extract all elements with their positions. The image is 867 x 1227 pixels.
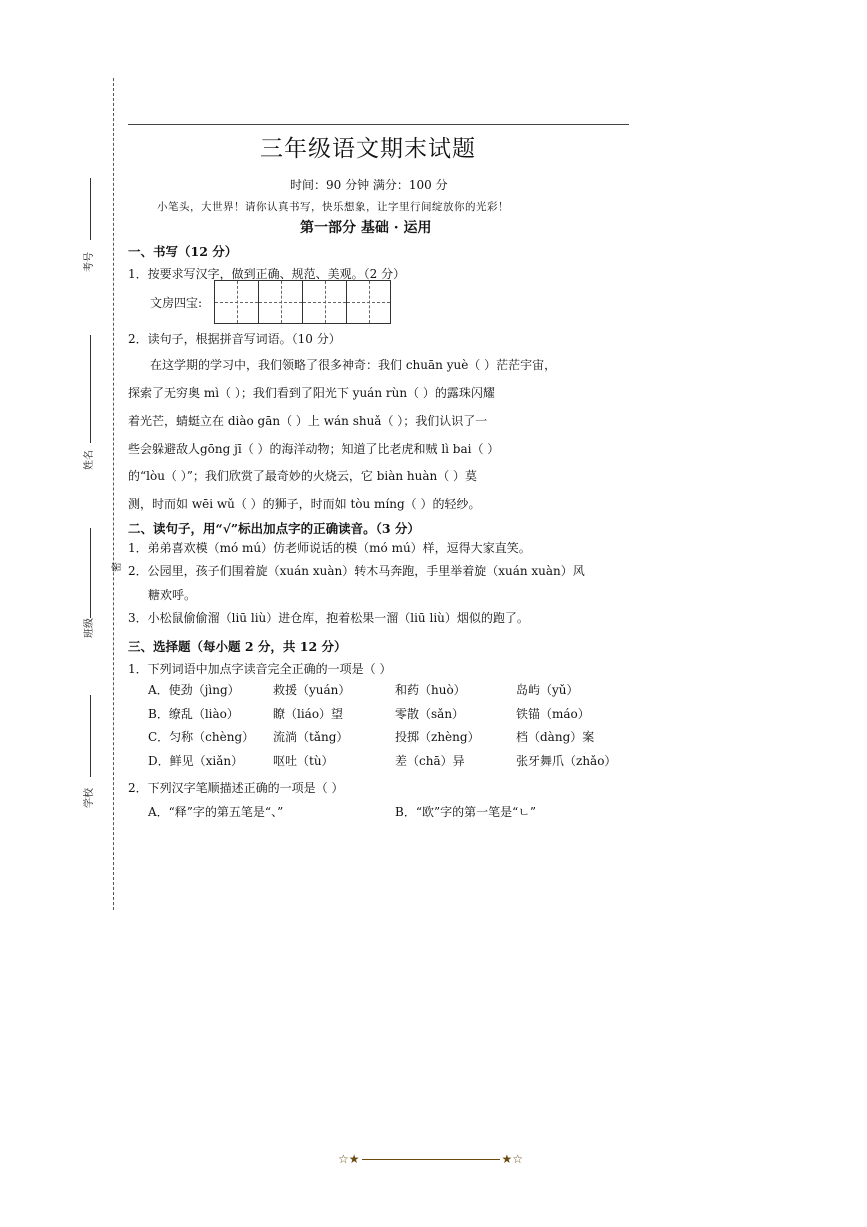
banji-label: 班级 xyxy=(84,618,95,638)
section3-heading: 三、选择题（每小题 2 分，共 12 分） xyxy=(128,639,347,654)
tianzige-cell[interactable] xyxy=(346,280,391,324)
option-b-4: 铁锚（máo） xyxy=(516,707,590,721)
s3-q2: 2．下列汉字笔顺描述正确的一项是（ ） xyxy=(128,781,344,795)
tianzige-cell[interactable] xyxy=(214,280,259,324)
s1-q1-label: 文房四宝: xyxy=(150,296,203,310)
option-d-2: 呕吐（tù） xyxy=(273,754,334,768)
kaohao-label: 考号 xyxy=(84,252,95,272)
seal-mark-mi: 密 xyxy=(112,562,123,572)
motto: 小笔头，大世界！请你认真书写，快乐想象，让字里行间绽放你的光彩！ xyxy=(157,201,509,213)
tianzige-cell[interactable] xyxy=(302,280,347,324)
s3-q2-option-a[interactable]: A．“释”字的第五笔是“、” xyxy=(148,805,284,819)
s3-q2-option-b[interactable]: B．“欧”字的第一笔是“ㄴ” xyxy=(395,805,536,819)
option-d-1[interactable]: D．鲜见（xiǎn） xyxy=(148,754,244,768)
s1-q2: 2．读句子，根据拼音写词语。（10 分） xyxy=(128,332,341,346)
option-a-1[interactable]: A．使劲（jìng） xyxy=(148,683,240,697)
s1-line: 着光芒，蜻蜓立在 diào gān（ ）上 wán shuǎ（ ）；我们认识了一 xyxy=(128,414,488,428)
option-d-3: 差（chā）异 xyxy=(395,754,465,768)
option-a-3: 和药（huò） xyxy=(395,683,466,697)
top-rule xyxy=(128,124,629,125)
writing-grid[interactable] xyxy=(214,280,390,324)
exam-time: 时间：90 分钟 满分：100 分 xyxy=(290,178,448,192)
binding-dashed-line xyxy=(113,78,114,910)
footer-stars-left: ☆★ xyxy=(338,1152,360,1166)
option-a-4: 岛屿（yǔ） xyxy=(516,683,579,697)
option-b-3: 零散（sǎn） xyxy=(395,707,465,721)
option-c-3: 投掷（zhèng） xyxy=(395,730,480,744)
footer-stars-right: ★☆ xyxy=(501,1152,524,1166)
s3-q1: 1．下列词语中加点字读音完全正确的一项是（ ） xyxy=(128,662,392,676)
footer-ornament xyxy=(338,1152,523,1166)
s2-q2-cont: 糖欢呼。 xyxy=(148,588,197,602)
kaohao-write-line xyxy=(90,178,91,240)
option-a-2: 救援（yuán） xyxy=(273,683,351,697)
s1-line: 探索了无穷奥 mì（ ）；我们看到了阳光下 yuán rùn（ ）的露珠闪耀 xyxy=(128,386,495,400)
xuexiao-write-line xyxy=(90,695,91,777)
banji-write-line xyxy=(90,528,91,618)
s2-q1: 1．弟弟喜欢模（mó mú）仿老师说话的模（mó mú）样，逗得大家直笑。 xyxy=(128,541,531,555)
option-c-1[interactable]: C．匀称（chèng） xyxy=(148,730,255,744)
xingming-write-line xyxy=(90,335,91,443)
xingming-label: 姓名 xyxy=(84,450,95,470)
s1-q1: 1．按要求写汉字，做到正确、规范、美观。（2 分） xyxy=(128,267,406,281)
s1-line: 的“lòu（ ）”；我们欣赏了最奇妙的火烧云，它 biàn huàn（ ）莫 xyxy=(128,469,478,483)
s1-line: 测，时而如 wēi wǔ（ ）的狮子，时而如 tòu míng（ ）的轻纱。 xyxy=(128,497,481,511)
option-c-2: 流淌（tǎng） xyxy=(273,730,349,744)
section2-heading: 二、读句子，用“√”标出加点字的正确读音。（3 分） xyxy=(128,521,420,536)
xuexiao-label: 学校 xyxy=(84,788,95,808)
s1-line: 些会躲避敌人gōng jī（ ）的海洋动物；知道了比老虎和贼 lì bai（ ） xyxy=(128,442,500,456)
option-d-4: 张牙舞爪（zhǎo） xyxy=(516,754,617,768)
option-b-1[interactable]: B．缭乱（liào） xyxy=(148,707,239,721)
tianzige-cell[interactable] xyxy=(258,280,303,324)
option-c-4: 档（dàng）案 xyxy=(516,730,595,744)
footer-rule xyxy=(362,1159,500,1160)
option-b-2: 瞭（liáo）望 xyxy=(273,707,344,721)
s1-line: 在这学期的学习中，我们领略了很多神奇：我们 chuān yuè（ ）茫茫宇宙， xyxy=(150,358,557,372)
page-title: 三年级语文期末试题 xyxy=(260,136,476,162)
part-heading: 第一部分 基础 · 运用 xyxy=(300,220,432,236)
s2-q2: 2．公园里，孩子们围着旋（xuán xuàn）转木马奔跑，手里举着旋（xuán xuàn）风 xyxy=(128,564,585,578)
s2-q3: 3．小松鼠偷偷溜（liū liù）进仓库，抱着松果一溜（liū liù）烟似的跑了。 xyxy=(128,611,529,625)
section1-heading: 一、书写（12 分） xyxy=(128,244,238,259)
